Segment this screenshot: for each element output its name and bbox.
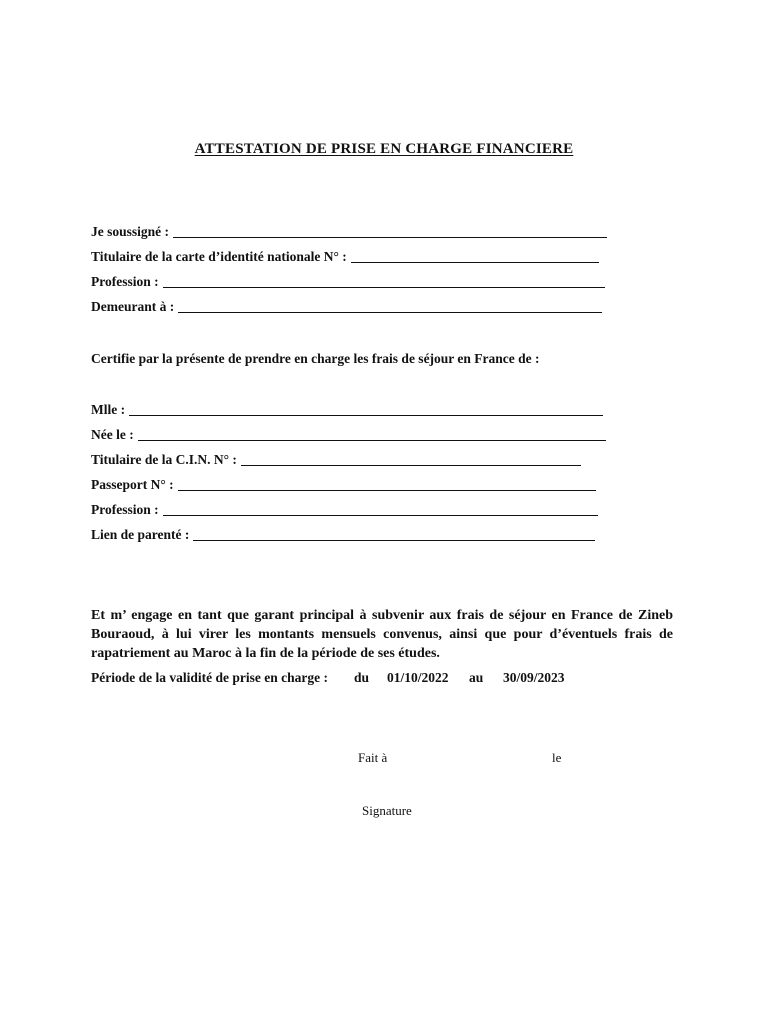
field-blank-line[interactable] [178,311,602,313]
signature-label: Signature [362,803,412,818]
field-passeport [91,477,596,493]
field-blank-line[interactable] [138,439,606,441]
document-title [0,141,768,158]
field-carte-identite [91,249,599,265]
field-label: Mlle : [91,402,126,417]
field-blank-line[interactable] [193,539,595,541]
periode-label: Période de la validité de prise en charge : [91,670,328,685]
field-label: Je soussigné : [91,224,170,239]
field-label: Profession : [91,502,159,517]
field-nee-le [91,427,606,443]
field-label: Lien de parenté : [91,527,190,542]
field-blank-line[interactable] [178,489,596,491]
field-label: Titulaire de la carte d’identité nationale N° : [91,249,347,264]
field-label: Titulaire de la C.I.N. N° : [91,452,237,467]
field-blank-line[interactable] [129,414,603,416]
field-blank-line[interactable] [163,514,598,516]
field-blank-line[interactable] [241,464,581,466]
field-blank-line[interactable] [351,261,599,263]
field-cin [91,452,581,468]
field-label: Demeurant à : [91,299,175,314]
certifie-text: Certifie par la présente de prendre en charge les frais de séjour en France de : [91,351,540,366]
periode-au: au [469,670,484,685]
field-label: Passeport N° : [91,477,174,492]
field-blank-line[interactable] [163,286,605,288]
field-label: Née le : [91,427,134,442]
periode-du: du [354,670,370,685]
field-profession-beneficiaire [91,502,598,518]
field-profession-garant [91,274,605,290]
field-je-soussigne [91,224,607,240]
field-label: Profession : [91,274,159,289]
le-date: le [552,750,562,765]
periode-date-debut: 01/10/2022 [387,670,449,685]
document-title-text: ATTESTATION DE PRISE EN CHARGE FINANCIERE [194,141,574,157]
field-mlle [91,402,603,418]
fait-a: Fait à [358,750,388,765]
field-demeurant [91,299,602,315]
periode-date-fin: 30/09/2023 [503,670,565,685]
engagement-paragraph: Et m’ engage en tant que garant principal à subvenir aux frais de séjour en France de Zineb Bouraoud, à lui virer les montants mensuels convenus, ainsi que pour d’éventuels frais de rapatriement au Maroc à la fin de la période de ses études. [91,608,673,661]
field-lien-parente [91,527,595,543]
field-blank-line[interactable] [173,236,607,238]
